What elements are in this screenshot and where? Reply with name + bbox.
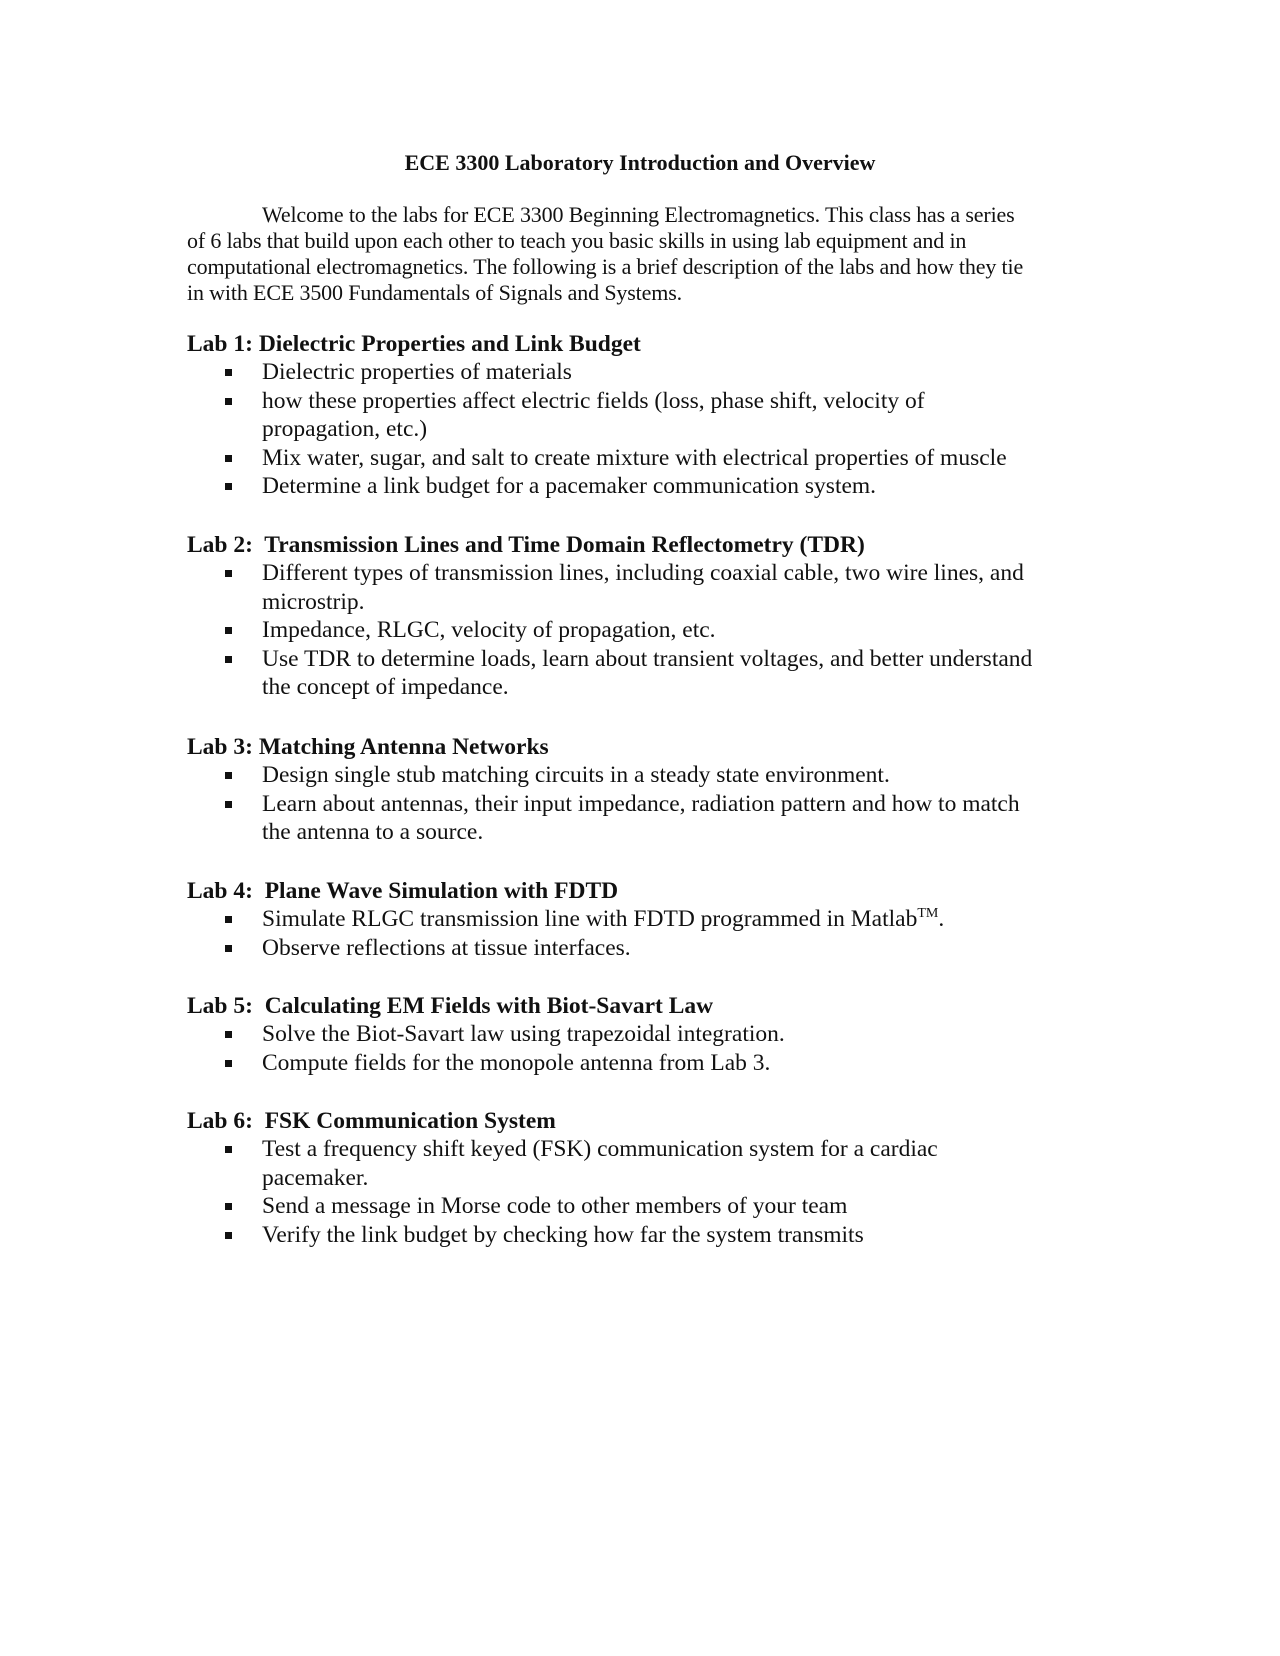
square-bullet-icon [225,656,232,663]
lab-1-section [187,330,1107,501]
bullet-text: Impedance, RLGC, velocity of propagation, etc. [262,617,716,643]
square-bullet-icon [225,1031,232,1038]
lab-2-bullet-list [187,559,1107,702]
bullet-text: Design single stub matching circuits in a steady state environment. [262,762,890,788]
list-item [187,790,1107,847]
lab-4-section [187,877,1107,962]
intro-line: Welcome to the labs for ECE 3300 Beginning Electromagnetics. This class has a series [262,202,1015,227]
list-item [187,559,1107,616]
square-bullet-icon [225,483,232,490]
square-bullet-icon [225,916,232,923]
lab-3-section [187,733,1107,847]
bullet-text: Dielectric properties of materials [262,359,572,385]
list-item [187,472,1107,501]
bullet-text: Observe reflections at tissue interfaces. [262,934,631,961]
lab-5-section [187,992,1107,1077]
lab-1-heading: Lab 1: Dielectric Properties and Link Budget [187,331,641,357]
list-item [187,1192,1107,1221]
bullet-text: propagation, etc.) [262,416,428,442]
list-item [187,934,1107,963]
list-item [187,905,1107,934]
list-item [187,616,1107,645]
lab-5-bullet-list [187,1020,1107,1077]
bullet-text: Mix water, sugar, and salt to create mixture with electrical properties of muscle [262,444,1007,471]
intro-line: of 6 labs that build upon each other to teach you basic skills in using lab equipment and in [187,228,967,253]
lab-2-heading: Lab 2: Transmission Lines and Time Domain Reflectometry (TDR) [187,532,865,558]
list-item [187,761,1107,790]
list-item [187,444,1107,473]
square-bullet-icon [225,1232,232,1239]
square-bullet-icon [225,772,232,779]
square-bullet-icon [225,1203,232,1210]
list-item [187,1049,1107,1078]
list-item [187,358,1107,387]
square-bullet-icon [225,945,232,952]
bullet-text [262,905,1107,934]
lab-6-bullet-list [187,1135,1107,1249]
list-item [187,645,1107,702]
lab-3-bullet-list [187,761,1107,847]
bullet-text: how these properties affect electric fields (loss, phase shift, velocity of [262,387,925,414]
lab-2-section [187,531,1107,702]
bullet-text: Determine a link budget for a pacemaker communication system. [262,473,877,499]
document-title: ECE 3300 Laboratory Introduction and Overview [404,150,876,175]
square-bullet-icon [225,627,232,634]
list-item [187,1020,1107,1049]
square-bullet-icon [225,1146,232,1153]
trademark-superscript: TM [917,906,939,922]
bullet-text: Verify the link budget by checking how far the system transmits [262,1221,864,1248]
bullet-text: Compute fields for the monopole antenna from Lab 3. [262,1049,771,1076]
lab-5-heading: Lab 5: Calculating EM Fields with Biot-Savart Law [187,993,714,1019]
bullet-text-suffix: . [938,906,945,932]
intro-line: in with ECE 3500 Fundamentals of Signals and Systems. [187,280,682,305]
bullet-text: Use TDR to determine loads, learn about transient voltages, and better understand [262,645,1033,672]
intro-line: computational electromagnetics. The following is a brief description of the labs and how they tie [187,254,1024,279]
lab-3-heading: Lab 3: Matching Antenna Networks [187,734,549,760]
square-bullet-icon [225,369,232,376]
intro-paragraph [187,202,1087,306]
lab-4-heading: Lab 4: Plane Wave Simulation with FDTD [187,878,619,904]
lab-1-bullet-list [187,358,1107,501]
bullet-text: Solve the Biot-Savart law using trapezoidal integration. [262,1021,785,1047]
bullet-text: Learn about antennas, their input impedance, radiation pattern and how to match [262,790,1020,817]
bullet-text: Different types of transmission lines, including coaxial cable, two wire lines, and [262,560,1024,586]
list-item [187,1135,1107,1192]
list-item [187,1221,1107,1250]
lab-6-section [187,1107,1107,1249]
lab-4-bullet-list [187,905,1107,962]
bullet-text: Send a message in Morse code to other members of your team [262,1193,848,1219]
square-bullet-icon [225,570,232,577]
bullet-text-main: Simulate RLGC transmission line with FDTD programmed in Matlab [262,906,918,932]
bullet-text: microstrip. [262,588,365,615]
list-item [187,387,1107,444]
lab-6-heading: Lab 6: FSK Communication System [187,1108,556,1134]
bullet-text: the antenna to a source. [262,819,484,845]
square-bullet-icon [225,1060,232,1067]
bullet-text: the concept of impedance. [262,674,509,700]
square-bullet-icon [225,398,232,405]
bullet-text: pacemaker. [262,1164,369,1191]
bullet-text: Test a frequency shift keyed (FSK) communication system for a cardiac [262,1136,938,1162]
square-bullet-icon [225,455,232,462]
square-bullet-icon [225,801,232,808]
